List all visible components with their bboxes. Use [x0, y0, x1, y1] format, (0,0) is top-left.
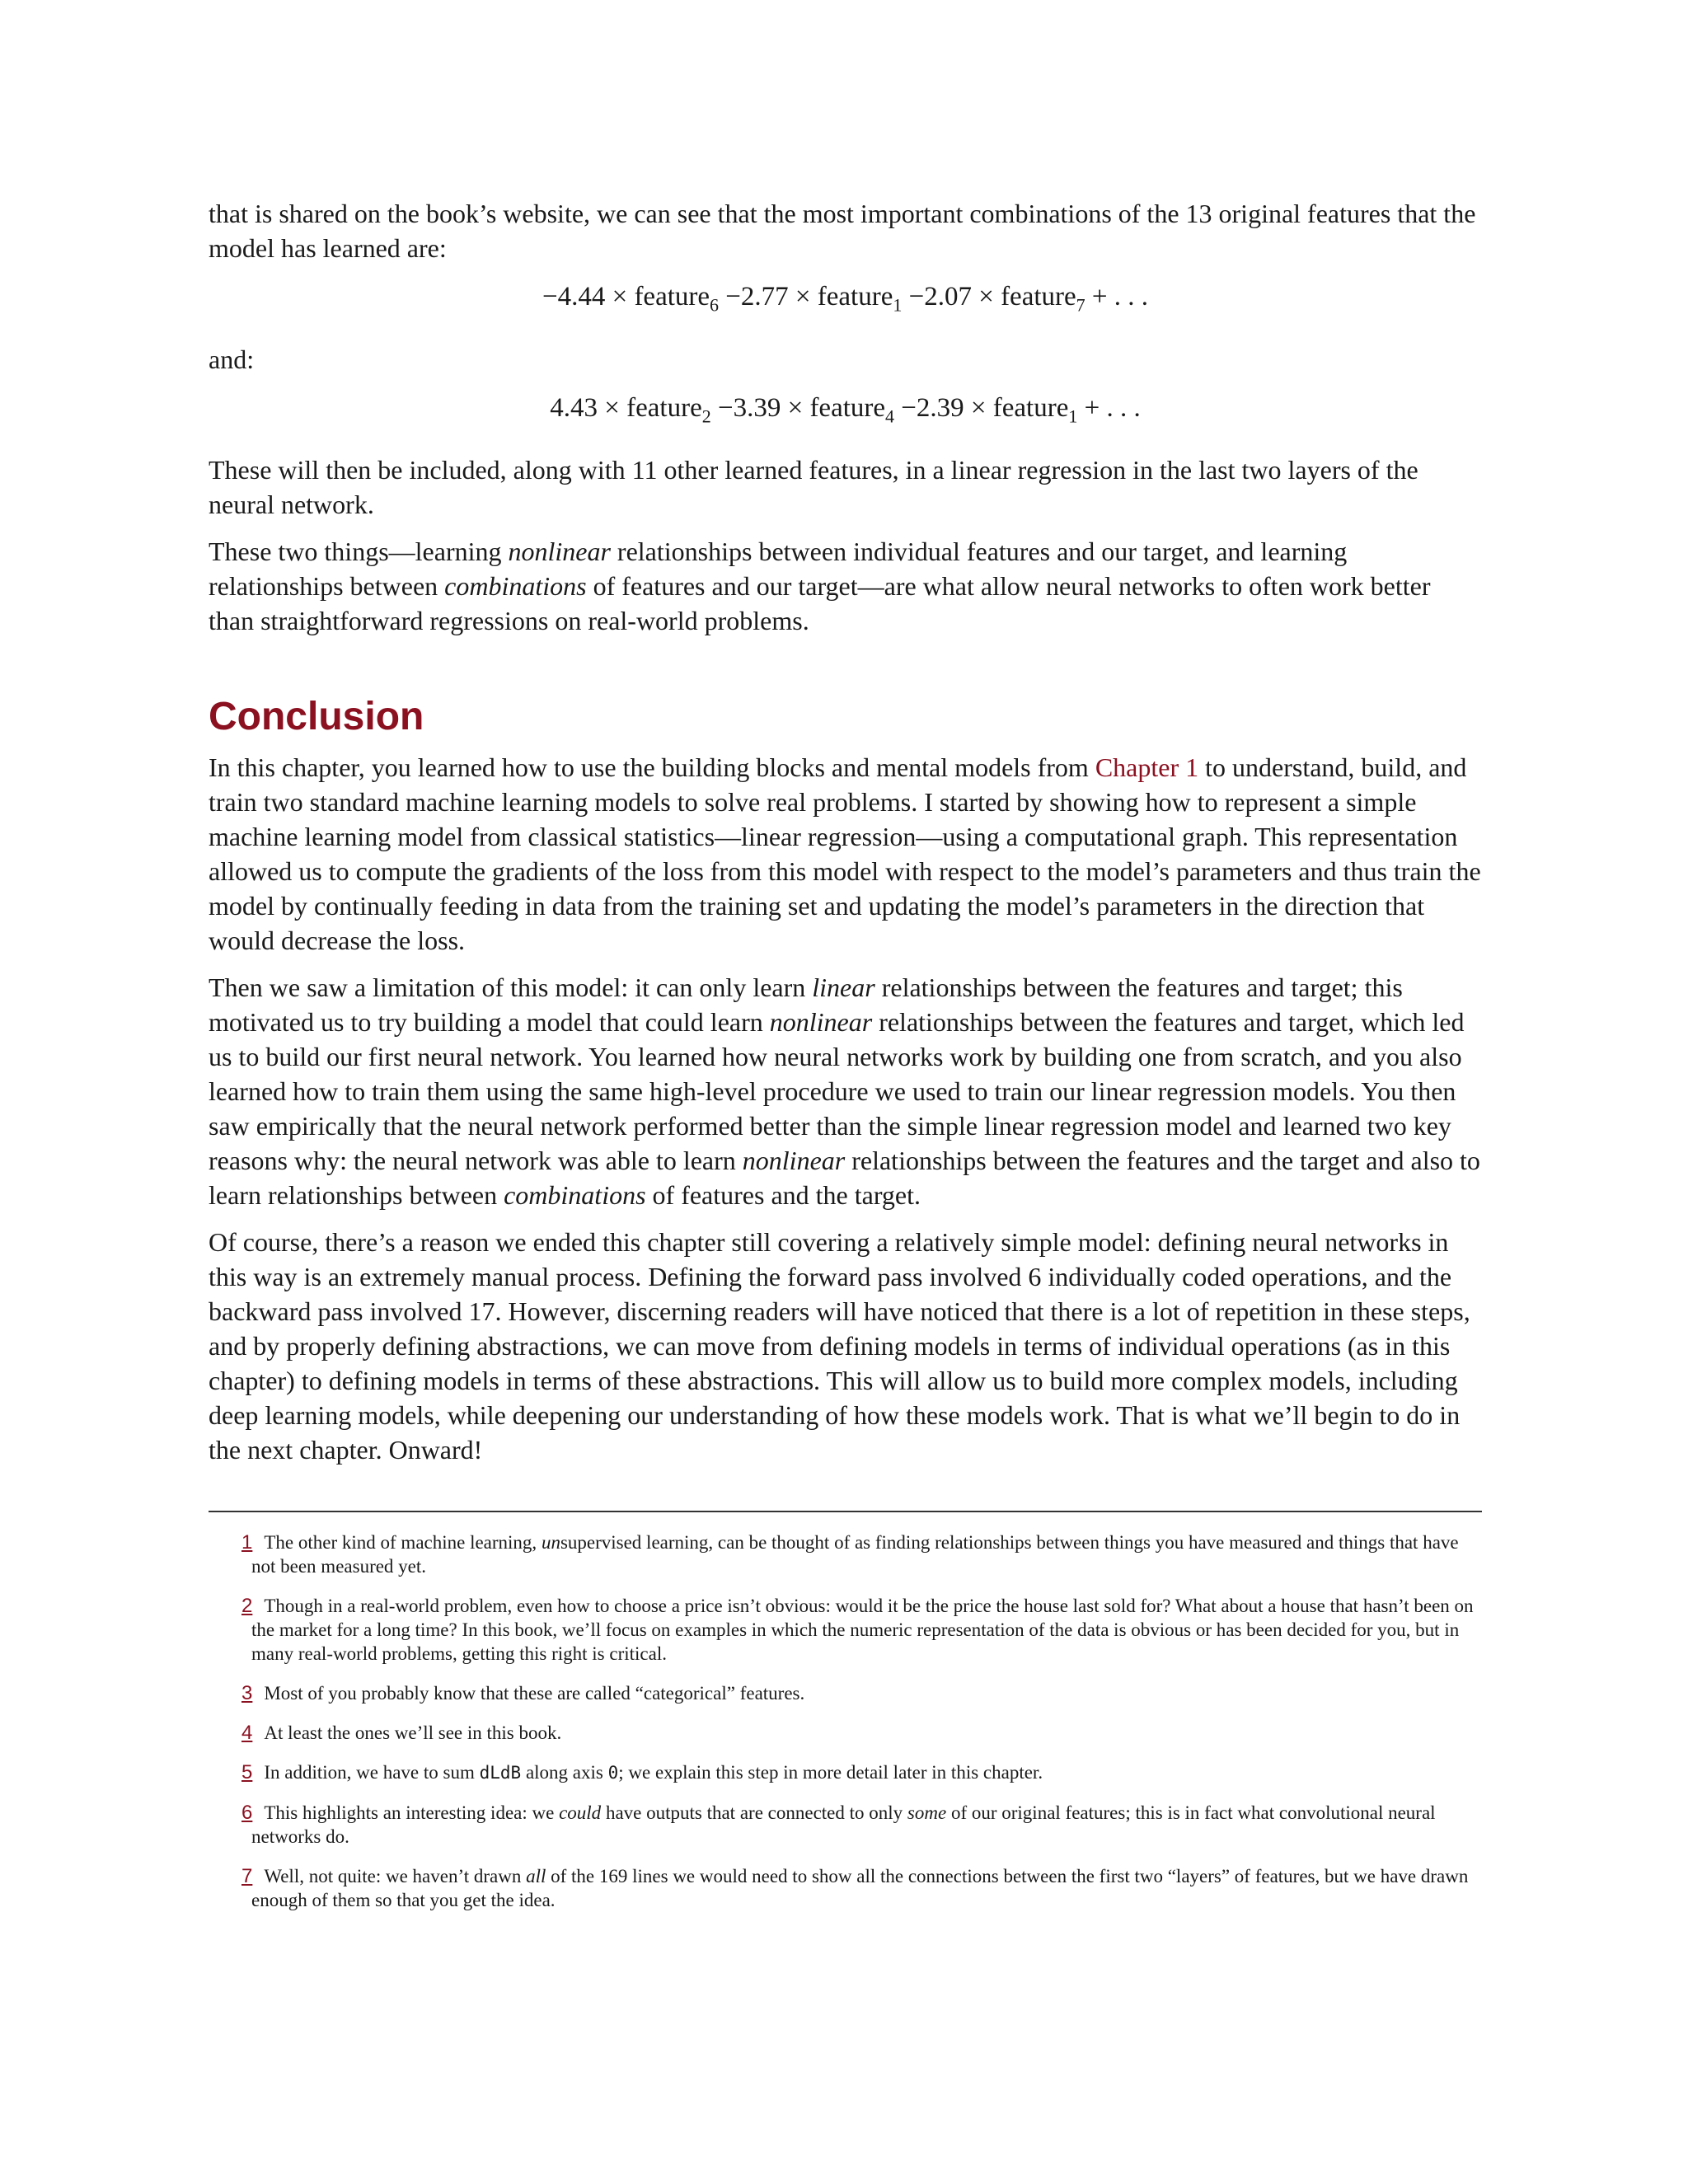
- and-paragraph: and:: [209, 344, 255, 374]
- footnote-number-link[interactable]: 3: [241, 1682, 253, 1705]
- equation-1: −4.44 × feature$_6$ −2.77 × feature$_1$ −2.07 × feature$_7$ + . . .: [542, 282, 1149, 316]
- conclusion-heading: Conclusion: [209, 695, 424, 739]
- footnote-1: 1 The other kind of machine learning, unsupervised learning, can be thought of as finding relationships between things you have measured and things that have not been measured yet.: [241, 1531, 1459, 1577]
- two-things-paragraph: These two things—learning nonlinear relationships between individual features and our target, and learning relationships between combinations of features and our target—are what allow neural networks to often work better than straightforward regressions on real-world problems.: [209, 537, 1431, 636]
- footnote-3: 3 Most of you probably know that these are called “categorical” features.: [241, 1682, 805, 1705]
- intro-paragraph: that is shared on the book’s website, we can see that the most important combinations of the 13 original features that the model has learned are:: [209, 199, 1476, 263]
- equation-2: 4.43 × feature$_2$ −3.39 × feature$_4$ −2.39 × feature$_1$ + . . .: [550, 392, 1141, 427]
- footnote-4: 4 At least the ones we’ll see in this book.: [241, 1722, 562, 1745]
- footnote-number-link[interactable]: 5: [241, 1761, 253, 1784]
- footnote-number-link[interactable]: 2: [241, 1595, 253, 1618]
- footnote-5: 5 In addition, we have to sum dLdB along axis 0; we explain this step in more detail later in this chapter.: [241, 1761, 1043, 1784]
- footnote-divider: [209, 1511, 1482, 1512]
- footnote-2: 2 Though in a real-world problem, even how to choose a price isn’t obvious: would it be the price the house last sold for? What about a house that hasn’t been on the market for a long time? In this book, we’ll focus on examples in which the numeric representation of the data is obvious or has been decided for you, but in many real-world problems, getting this right is critical.: [241, 1595, 1474, 1665]
- chapter-1-link[interactable]: Chapter 1: [1095, 752, 1199, 783]
- footnote-6: 6 This highlights an interesting idea: we could have outputs that are connected to only some of our original features; this is in fact what convolutional neural networks do.: [241, 1802, 1436, 1848]
- conclusion-paragraph-3: Of course, there’s a reason we ended this chapter still covering a relatively simple model: defining neural networks in this way is an extremely manual process. Defining the forward pass involved 6 individually coded operations, and the backward pass involved 17. However, discerning readers will have noticed that there is a lot of repetition in these steps, and by properly defining abstractions, we can move from defining models in terms of individual operations (as in this chapter) to defining models in terms of these abstractions. This will allow us to build more complex models, including deep learning models, while deepening our understanding of how these models work. That is what we’ll begin to do in the next chapter. Onward!: [209, 1227, 1470, 1465]
- page-content: [209, 196, 1482, 1928]
- conclusion-paragraph-1: In this chapter, you learned how to use the building blocks and mental models from Chapter 1 to understand, build, and train two standard machine learning models to solve real problems. I started by showing how to represent a simple machine learning model from classical statistics—linear regression—using a computational graph. This representation allowed us to compute the gradients of the loss from this model with respect to the model’s parameters and thus train the model by continually feeding in data from the training set and updating the model’s parameters in the direction that would decrease the loss.: [209, 752, 1481, 956]
- footnote-number-link[interactable]: 6: [241, 1802, 253, 1825]
- footnotes-list: [209, 1530, 1482, 1912]
- included-paragraph: These will then be included, along with 11 other learned features, in a linear regression in the last two layers of the neural network.: [209, 455, 1418, 520]
- footnote-number-link[interactable]: 4: [241, 1722, 253, 1745]
- conclusion-paragraph-2: Then we saw a limitation of this model: it can only learn linear relationships between the features and target; this motivated us to try building a model that could learn nonlinear relationships between the features and target, which led us to build our first neural network. You learned how neural networks work by building one from scratch, and you also learned how to train them using the same high-level procedure we used to train our linear regression models. You then saw empirically that the neural network performed better than the simple linear regression model and learned two key reasons why: the neural network was able to learn nonlinear relationships between the features and the target and also to learn relationships between combinations of features and the target.: [209, 972, 1480, 1211]
- footnote-number-link[interactable]: 1: [241, 1531, 253, 1554]
- footnote-number-link[interactable]: 7: [241, 1865, 253, 1888]
- footnote-7: 7 Well, not quite: we haven’t drawn all of the 169 lines we would need to show all the connections between the first two “layers” of features, but we have drawn enough of them so that you get the idea.: [241, 1865, 1469, 1911]
